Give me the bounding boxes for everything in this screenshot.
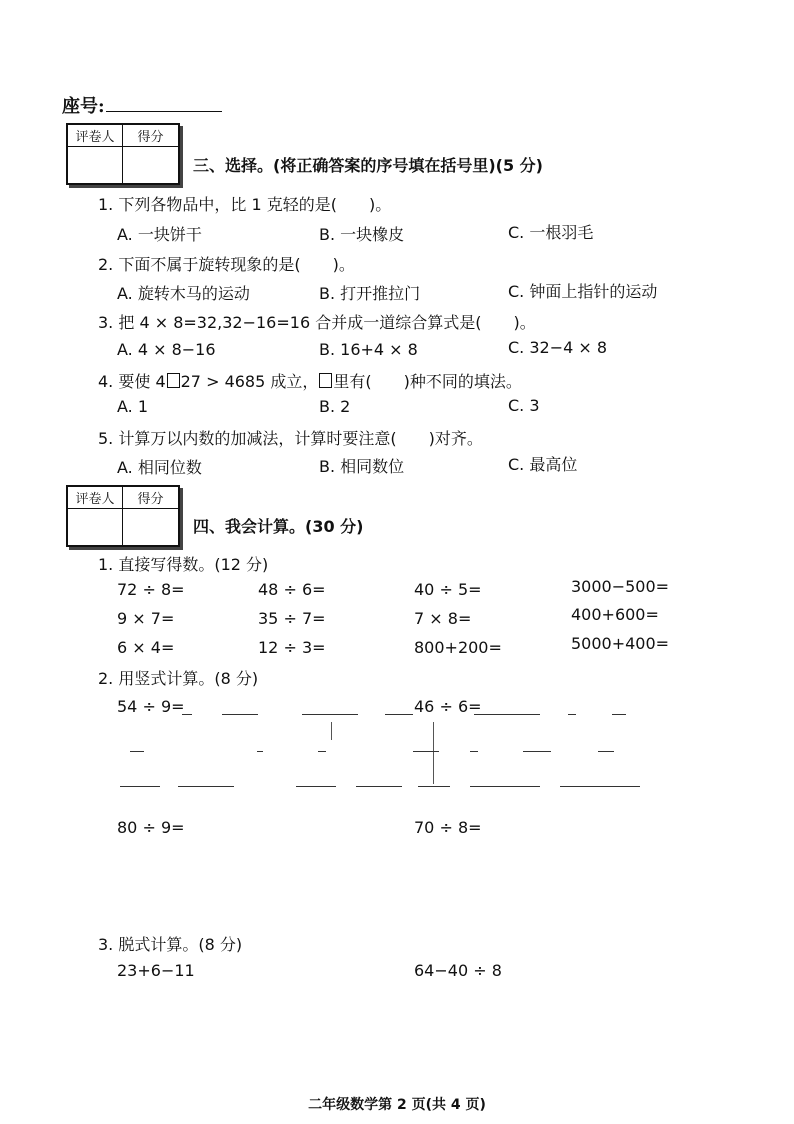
question-4-text-c: 里有( <box>333 372 372 391</box>
work-line <box>418 786 450 787</box>
option-2c: C. 钟面上指针的运动 <box>508 282 658 301</box>
work-line <box>182 714 192 715</box>
work-line <box>257 751 263 752</box>
question-3-tail: )。 <box>513 313 536 332</box>
vertical-calc-item: 46 ÷ 6= <box>414 697 482 716</box>
calc-item: 400+600= <box>571 605 659 624</box>
part2-title: 2. 用竖式计算。(8 分) <box>98 669 259 688</box>
blank-box-digit <box>167 373 180 388</box>
option-3a: A. 4 × 8−16 <box>117 340 216 359</box>
score-box-section4 <box>66 485 180 547</box>
calc-item: 7 × 8= <box>414 609 472 628</box>
calc-item: 40 ÷ 5= <box>414 580 482 599</box>
option-2a: A. 旋转木马的运动 <box>117 284 250 303</box>
calc-item: 48 ÷ 6= <box>258 580 326 599</box>
question-3 <box>98 310 536 333</box>
work-line <box>385 714 413 715</box>
work-line <box>470 751 478 752</box>
calc-item: 800+200= <box>414 638 502 657</box>
grader-cell[interactable] <box>68 147 123 183</box>
score-header: 得分 <box>123 125 178 147</box>
option-5b: B. 相同数位 <box>319 457 405 476</box>
page-footer: 二年级数学第 2 页(共 4 页) <box>308 1097 486 1113</box>
option-5a: A. 相同位数 <box>117 458 202 477</box>
grader-header: 评卷人 <box>68 487 123 509</box>
work-line <box>560 786 640 787</box>
option-5c: C. 最高位 <box>508 455 578 474</box>
vertical-calc-item: 54 ÷ 9= <box>117 697 185 716</box>
work-line <box>413 751 439 752</box>
work-line <box>178 786 234 787</box>
work-line <box>356 786 402 787</box>
blank-box-symbol <box>319 373 332 388</box>
score-cell[interactable] <box>123 509 178 545</box>
question-3-text: 3. 把 4 × 8=32,32−16=16 合并成一道综合算式是( <box>98 313 482 332</box>
section4-title: 四、我会计算。(30 分) <box>193 517 364 536</box>
work-line <box>318 751 326 752</box>
work-line <box>222 714 258 715</box>
calc-item: 12 ÷ 3= <box>258 638 326 657</box>
question-2-text: 2. 下面不属于旋转现象的是( <box>98 255 301 274</box>
calc-item: 5000+400= <box>571 634 670 653</box>
question-4-text-b: 27 > 4685 成立， <box>180 372 319 391</box>
work-line <box>523 751 551 752</box>
work-line <box>296 786 336 787</box>
question-4-tail: )种不同的填法。 <box>403 372 522 391</box>
question-2-tail: )。 <box>332 255 355 274</box>
calc-item: 9 × 7= <box>117 609 175 628</box>
option-4c: C. 3 <box>508 396 540 415</box>
calc-item: 35 ÷ 7= <box>258 609 326 628</box>
question-5-tail: )对齐。 <box>428 429 483 448</box>
option-1b: B. 一块橡皮 <box>319 225 405 244</box>
option-4b: B. 2 <box>319 397 351 416</box>
work-line <box>331 722 332 740</box>
score-cell[interactable] <box>123 147 178 183</box>
question-4 <box>98 369 522 392</box>
part1-title: 1. 直接写得数。(12 分) <box>98 555 269 574</box>
grader-cell[interactable] <box>68 509 123 545</box>
option-1c: C. 一根羽毛 <box>508 223 594 242</box>
option-3c: C. 32−4 × 8 <box>508 338 608 357</box>
option-4a: A. 1 <box>117 397 149 416</box>
part3-title: 3. 脱式计算。(8 分) <box>98 935 243 954</box>
step-calc-item: 23+6−11 <box>117 961 195 980</box>
question-1-tail: )。 <box>368 195 392 214</box>
calc-item: 3000−500= <box>571 577 670 596</box>
work-line <box>120 786 160 787</box>
vertical-calc-item: 80 ÷ 9= <box>117 818 185 837</box>
work-line <box>302 714 358 715</box>
question-4-text-a: 4. 要使 4 <box>98 372 166 391</box>
calc-item: 6 × 4= <box>117 638 175 657</box>
question-2 <box>98 252 355 275</box>
work-line <box>470 786 540 787</box>
score-header: 得分 <box>123 487 178 509</box>
question-5 <box>98 426 483 449</box>
work-line <box>598 751 614 752</box>
section3-title: 三、选择。(将正确答案的序号填在括号里)(5 分) <box>193 156 543 175</box>
work-line <box>433 722 434 784</box>
question-5-text: 5. 计算万以内数的加减法，计算时要注意( <box>98 429 397 448</box>
work-line <box>474 714 540 715</box>
step-calc-item: 64−40 ÷ 8 <box>414 961 502 980</box>
question-1-text: 1. 下列各物品中，比 1 克轻的是( <box>98 195 337 214</box>
work-line <box>130 751 144 752</box>
seat-number-blank[interactable] <box>106 111 222 112</box>
score-box-section3 <box>66 123 180 185</box>
grader-header: 评卷人 <box>68 125 123 147</box>
option-1a: A. 一块饼干 <box>117 225 202 244</box>
calc-item: 72 ÷ 8= <box>117 580 185 599</box>
vertical-calc-item: 70 ÷ 8= <box>414 818 482 837</box>
work-line <box>612 714 626 715</box>
option-3b: B. 16+4 × 8 <box>319 340 418 359</box>
question-1 <box>98 192 391 215</box>
option-2b: B. 打开推拉门 <box>319 284 421 303</box>
seat-label: 座号: <box>62 96 105 117</box>
work-line <box>568 714 576 715</box>
